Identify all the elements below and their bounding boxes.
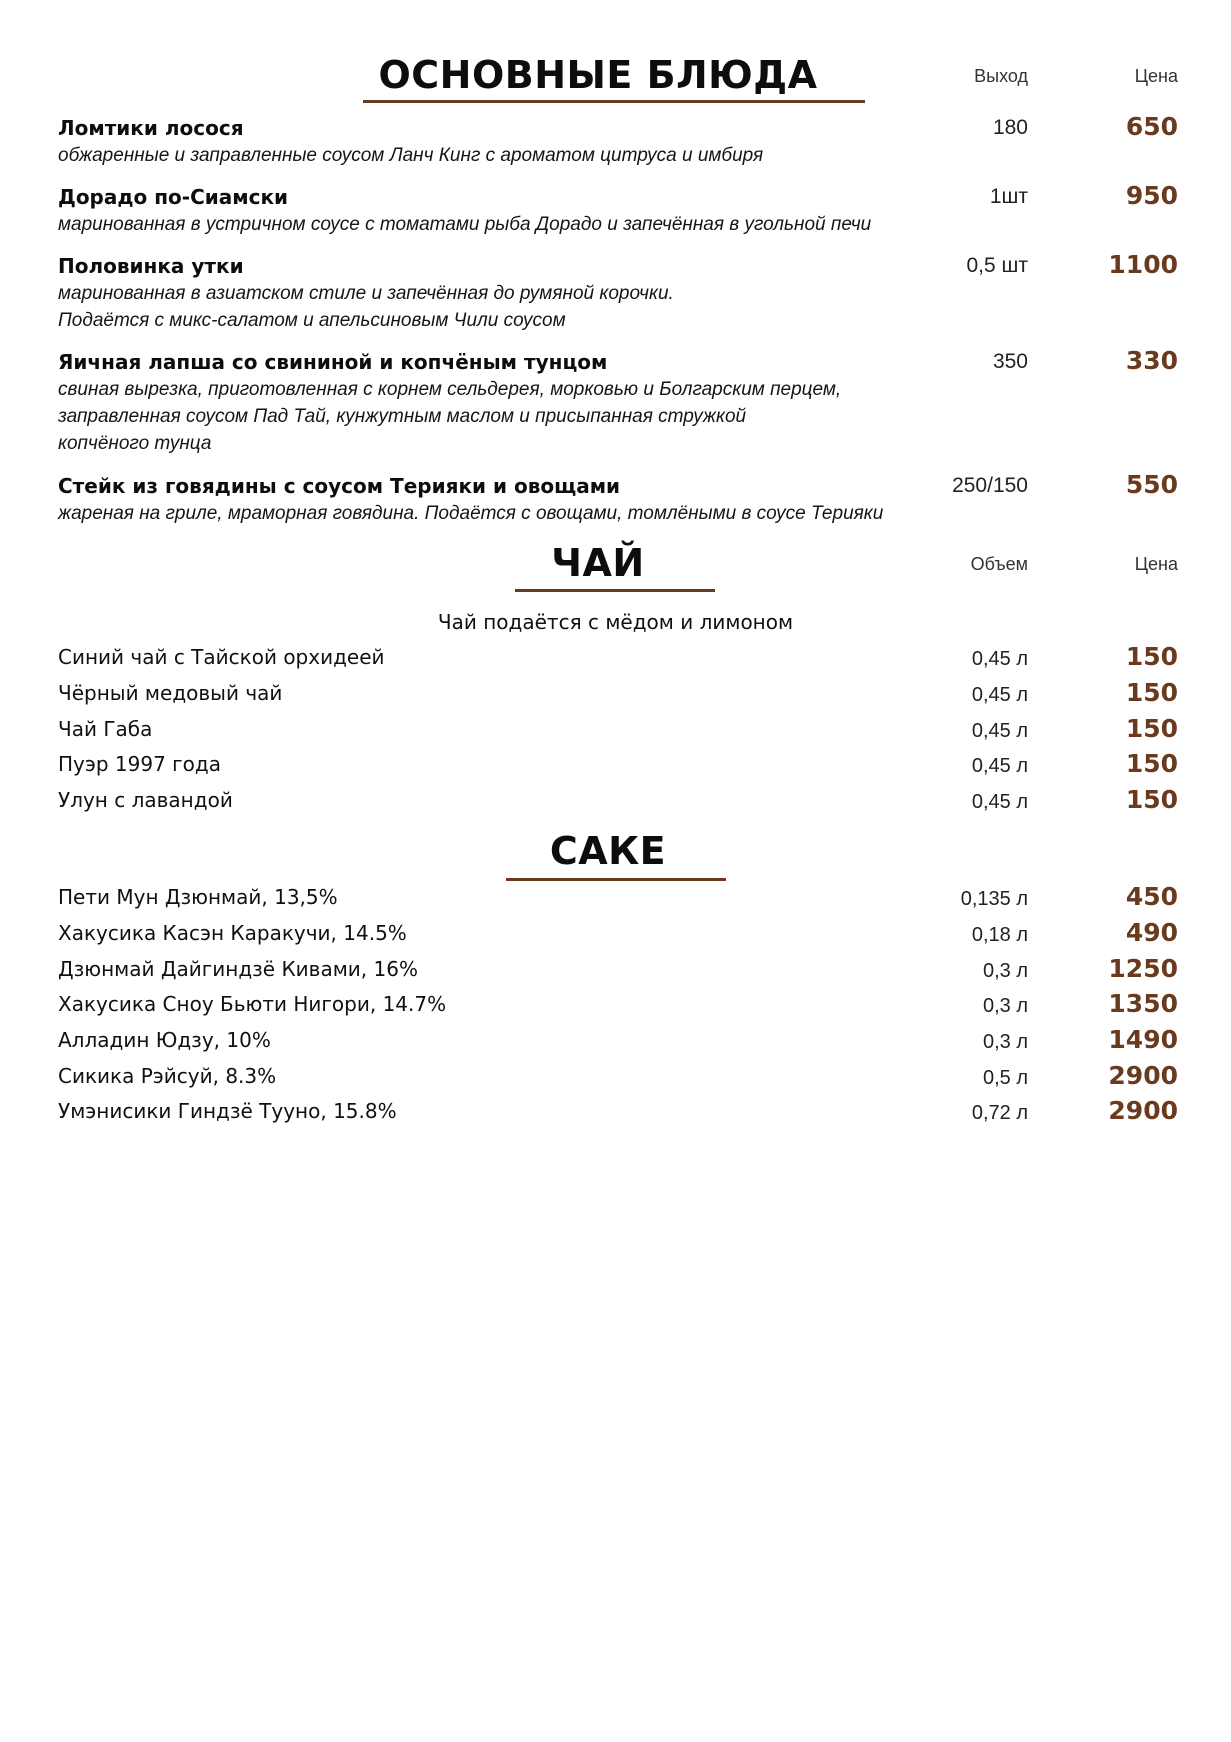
sake-header bbox=[58, 826, 1178, 886]
sake-row bbox=[58, 918, 1178, 952]
tea-volume: 0,45 л bbox=[971, 791, 1028, 813]
tea-price: 150 bbox=[1125, 785, 1178, 814]
tea-price: 150 bbox=[1125, 678, 1178, 707]
tea-name: Улун с лавандой bbox=[58, 788, 233, 812]
dish-price: 550 bbox=[1125, 470, 1178, 499]
dish-name: Яичная лапша со свининой и копчёным тунцом bbox=[58, 350, 608, 374]
dish-name: Половинка утки bbox=[58, 254, 244, 278]
dish-description-line: Подаётся с микс-салатом и апельсиновым Чили соусом bbox=[58, 310, 566, 331]
dish-description-line: маринованная в азиатском стиле и запечённая до румяной корочки. bbox=[58, 283, 674, 304]
tea-row bbox=[58, 749, 1178, 783]
dish-yield: 0,5 шт bbox=[966, 254, 1028, 277]
dish-item bbox=[58, 114, 1178, 169]
sake-price: 490 bbox=[1125, 918, 1178, 947]
tea-price: 150 bbox=[1125, 714, 1178, 743]
dish-yield: 1шт bbox=[989, 185, 1028, 208]
dish-name: Стейк из говядины с соусом Терияки и овощами bbox=[58, 474, 621, 498]
sake-volume: 0,72 л bbox=[971, 1102, 1028, 1124]
tea-price: 150 bbox=[1125, 642, 1178, 671]
sake-volume: 0,3 л bbox=[982, 1031, 1028, 1053]
dish-description-line: обжаренные и заправленные соусом Ланч Кинг с ароматом цитруса и имбиря bbox=[58, 145, 764, 166]
dish-description-line: копчёного тунца bbox=[58, 433, 212, 454]
sake-name: Алладин Юдзу, 10% bbox=[58, 1028, 271, 1052]
dish-name: Дорадо по-Сиамски bbox=[58, 185, 289, 209]
tea-row bbox=[58, 678, 1178, 712]
dish-description-line: заправленная соусом Пад Тай, кунжутным маслом и присыпанная стружкой bbox=[58, 406, 747, 427]
dish-item bbox=[58, 472, 1178, 527]
tea-name: Чёрный медовый чай bbox=[58, 681, 283, 705]
dish-item bbox=[58, 252, 1178, 334]
price-column-header: Цена bbox=[1134, 66, 1178, 86]
tea-row bbox=[58, 714, 1178, 748]
sake-volume: 0,135 л bbox=[960, 888, 1028, 910]
tea-title: ЧАЙ bbox=[551, 541, 645, 585]
dish-description bbox=[58, 211, 958, 238]
tea-name: Чай Габа bbox=[58, 717, 153, 741]
sake-title: САКЕ bbox=[549, 829, 667, 873]
tea-header bbox=[58, 538, 1178, 598]
sake-name: Умэнисики Гиндзё Тууно, 15.8% bbox=[58, 1099, 397, 1123]
sake-name: Пети Мун Дзюнмай, 13,5% bbox=[58, 885, 338, 909]
dish-description-line: маринованная в устричном соусе с томатами рыба Дорадо и запечённая в угольной печи bbox=[58, 214, 872, 235]
tea-volume: 0,45 л bbox=[971, 755, 1028, 777]
sake-price: 1250 bbox=[1108, 954, 1178, 983]
sake-rule bbox=[506, 878, 726, 881]
yield-column-header: Выход bbox=[974, 66, 1028, 86]
tea-note: Чай подаётся с мёдом и лимоном bbox=[437, 610, 794, 634]
main-dishes-title: ОСНОВНЫЕ БЛЮДА bbox=[378, 53, 818, 97]
dish-price: 330 bbox=[1125, 346, 1178, 375]
sake-row bbox=[58, 1025, 1178, 1059]
dish-price: 650 bbox=[1125, 112, 1178, 141]
dish-item bbox=[58, 348, 1178, 457]
sake-name: Хакусика Сноу Бьюти Нигори, 14.7% bbox=[58, 992, 447, 1016]
dish-description bbox=[58, 280, 958, 334]
dish-description-line: жареная на гриле, мраморная говядина. Подаётся с овощами, томлёными в соусе Терияки bbox=[58, 503, 884, 524]
sake-price: 450 bbox=[1125, 882, 1178, 911]
sake-row bbox=[58, 882, 1178, 916]
dish-yield: 250/150 bbox=[952, 474, 1028, 497]
dish-price: 950 bbox=[1125, 181, 1178, 210]
sake-volume: 0,3 л bbox=[982, 960, 1028, 982]
tea-row bbox=[58, 785, 1178, 819]
sake-row bbox=[58, 954, 1178, 988]
tea-name: Пуэр 1997 года bbox=[58, 752, 221, 776]
sake-row bbox=[58, 989, 1178, 1023]
dish-price: 1100 bbox=[1108, 250, 1178, 279]
sake-name: Дзюнмай Дайгиндзё Кивами, 16% bbox=[58, 957, 418, 981]
tea-price: 150 bbox=[1125, 749, 1178, 778]
tea-row bbox=[58, 642, 1178, 676]
dish-yield: 350 bbox=[992, 350, 1028, 373]
volume-column-header: Объем bbox=[970, 554, 1028, 574]
dish-description bbox=[58, 142, 958, 169]
sake-row bbox=[58, 1096, 1178, 1130]
tea-volume: 0,45 л bbox=[971, 720, 1028, 742]
sake-price: 2900 bbox=[1108, 1096, 1178, 1125]
sake-price: 1490 bbox=[1108, 1025, 1178, 1054]
dish-description-line: свиная вырезка, приготовленная с корнем сельдерея, морковью и Болгарским перцем, bbox=[58, 379, 842, 400]
main-dishes-rule bbox=[363, 100, 865, 103]
tea-volume: 0,45 л bbox=[971, 648, 1028, 670]
sake-volume: 0,3 л bbox=[982, 995, 1028, 1017]
tea-volume: 0,45 л bbox=[971, 684, 1028, 706]
sake-name: Сикика Рэйсуй, 8.3% bbox=[58, 1064, 277, 1088]
price-column-header: Цена bbox=[1134, 554, 1178, 574]
sake-row bbox=[58, 1061, 1178, 1095]
sake-name: Хакусика Касэн Каракучи, 14.5% bbox=[58, 921, 407, 945]
dish-description bbox=[58, 376, 958, 457]
sake-price: 2900 bbox=[1108, 1061, 1178, 1090]
sake-volume: 0,5 л bbox=[982, 1067, 1028, 1089]
sake-volume: 0,18 л bbox=[971, 924, 1028, 946]
tea-name: Синий чай с Тайской орхидеей bbox=[58, 645, 385, 669]
main-dishes-header bbox=[58, 50, 1178, 110]
dish-description bbox=[58, 500, 958, 527]
dish-item bbox=[58, 183, 1178, 238]
dish-yield: 180 bbox=[992, 116, 1028, 139]
tea-rule bbox=[515, 589, 715, 592]
sake-price: 1350 bbox=[1108, 989, 1178, 1018]
dish-name: Ломтики лосося bbox=[58, 116, 244, 140]
